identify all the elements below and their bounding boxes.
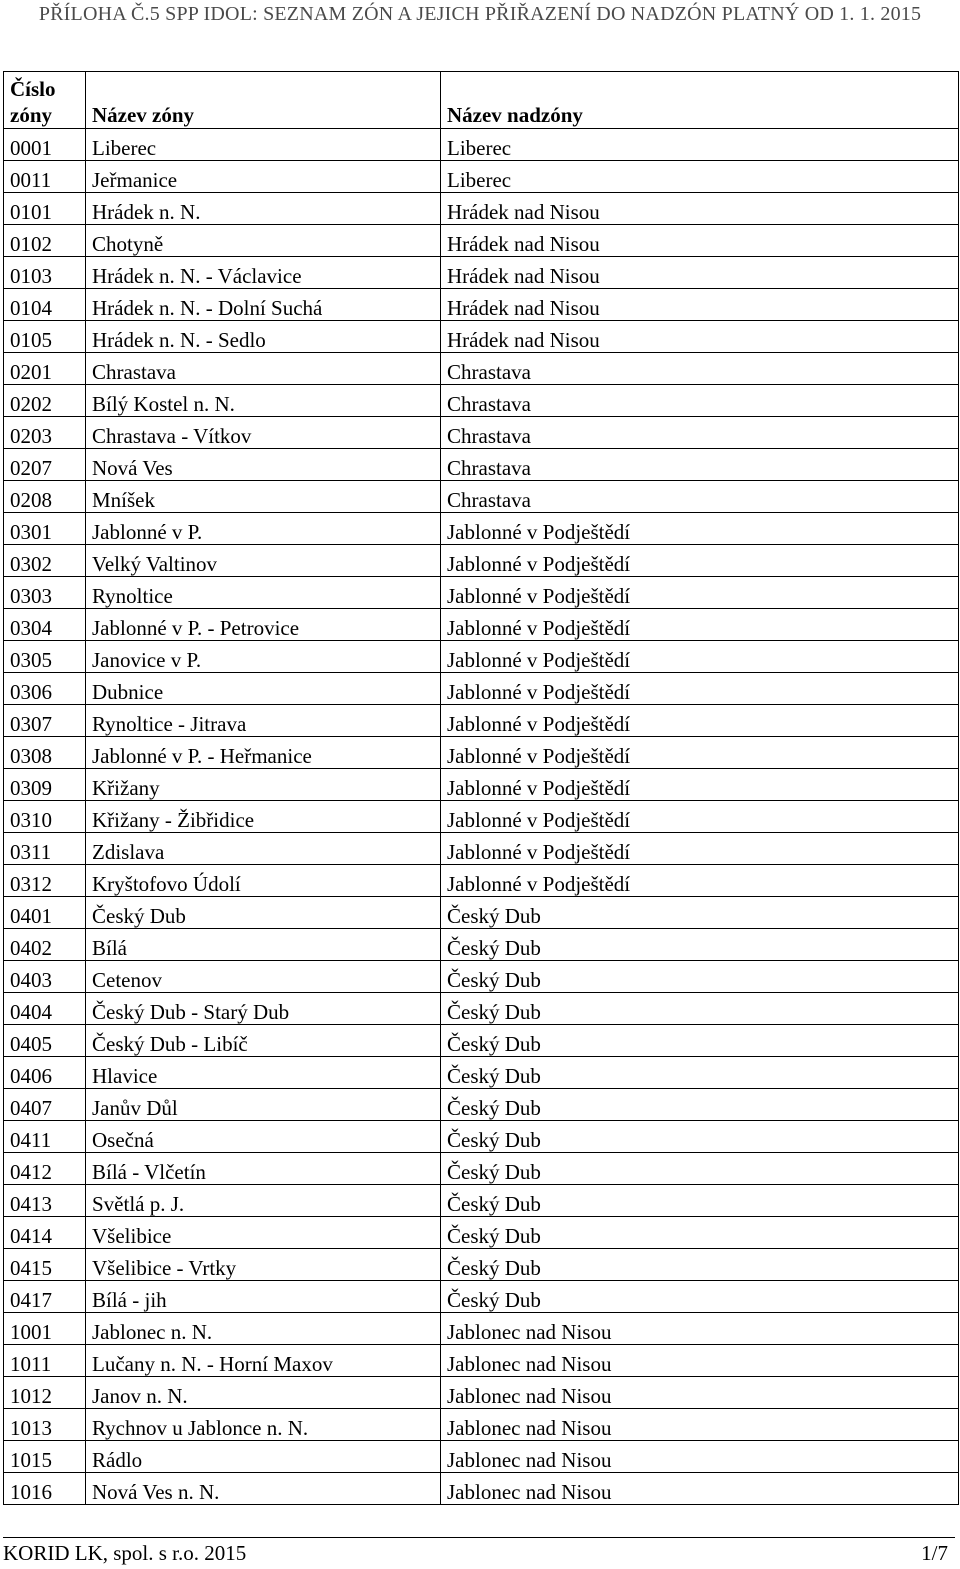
table-row xyxy=(4,577,959,609)
zone-name-cell: Světlá p. J. xyxy=(86,1185,441,1217)
parent-zone-cell: Jablonné v Podještědí xyxy=(441,577,959,609)
table-row xyxy=(4,801,959,833)
zone-number-cell: 1001 xyxy=(4,1313,86,1345)
table-row xyxy=(4,1185,959,1217)
table-row xyxy=(4,385,959,417)
parent-zone-cell: Český Dub xyxy=(441,961,959,993)
zone-name-cell: Janův Důl xyxy=(86,1089,441,1121)
zone-number-cell: 1011 xyxy=(4,1345,86,1377)
zone-name-cell: Zdislava xyxy=(86,833,441,865)
table-row xyxy=(4,1441,959,1473)
zone-name-cell: Janovice v P. xyxy=(86,641,441,673)
zone-name-cell: Rynoltice - Jitrava xyxy=(86,705,441,737)
table-row xyxy=(4,449,959,481)
table-row xyxy=(4,1217,959,1249)
parent-zone-cell: Český Dub xyxy=(441,1185,959,1217)
zone-number-cell: 0415 xyxy=(4,1249,86,1281)
zone-number-cell: 0305 xyxy=(4,641,86,673)
table-row xyxy=(4,929,959,961)
zone-number-cell: 0102 xyxy=(4,225,86,257)
table-header-row xyxy=(4,72,959,129)
zone-name-cell: Bílá - jih xyxy=(86,1281,441,1313)
table-row xyxy=(4,737,959,769)
table-row xyxy=(4,1345,959,1377)
zone-number-cell: 0302 xyxy=(4,545,86,577)
table-row xyxy=(4,865,959,897)
zone-name-cell: Jablonné v P. - Heřmanice xyxy=(86,737,441,769)
zone-number-cell: 0310 xyxy=(4,801,86,833)
zone-name-cell: Bílá xyxy=(86,929,441,961)
table-row xyxy=(4,1409,959,1441)
parent-zone-cell: Chrastava xyxy=(441,417,959,449)
zone-number-cell: 0202 xyxy=(4,385,86,417)
parent-zone-cell: Hrádek nad Nisou xyxy=(441,321,959,353)
parent-zone-cell: Český Dub xyxy=(441,929,959,961)
zone-table xyxy=(3,71,959,1505)
parent-zone-cell: Jablonné v Podještědí xyxy=(441,865,959,897)
zone-name-cell: Dubnice xyxy=(86,673,441,705)
zone-name-cell: Rádlo xyxy=(86,1441,441,1473)
zone-number-cell: 0207 xyxy=(4,449,86,481)
zone-number-cell: 1016 xyxy=(4,1473,86,1505)
parent-zone-cell: Český Dub xyxy=(441,1153,959,1185)
table-row xyxy=(4,1377,959,1409)
parent-zone-cell: Jablonné v Podještědí xyxy=(441,641,959,673)
zone-number-cell: 0412 xyxy=(4,1153,86,1185)
zone-name-cell: Křižany - Žibřidice xyxy=(86,801,441,833)
table-row xyxy=(4,1473,959,1505)
parent-zone-cell: Český Dub xyxy=(441,1057,959,1089)
table-row xyxy=(4,129,959,161)
column-header-zone-number: Číslo zóny xyxy=(4,72,86,129)
parent-zone-cell: Český Dub xyxy=(441,897,959,929)
table-row xyxy=(4,961,959,993)
table-row xyxy=(4,1281,959,1313)
zone-number-cell: 0208 xyxy=(4,481,86,513)
table-row xyxy=(4,225,959,257)
zone-name-cell: Chrastava xyxy=(86,353,441,385)
table-row xyxy=(4,545,959,577)
zone-number-cell: 0303 xyxy=(4,577,86,609)
page-header: PŘÍLOHA Č.5 SPP IDOL: SEZNAM ZÓN A JEJICH PŘIŘAZENÍ DO NADZÓN PLATNÝ OD 1. 1. 2015 xyxy=(38,3,922,25)
zone-name-cell: Bílá - Vlčetín xyxy=(86,1153,441,1185)
parent-zone-cell: Jablonné v Podještědí xyxy=(441,545,959,577)
zone-name-cell: Velký Valtinov xyxy=(86,545,441,577)
parent-zone-cell: Český Dub xyxy=(441,1217,959,1249)
parent-zone-cell: Jablonné v Podještědí xyxy=(441,737,959,769)
parent-zone-cell: Jablonné v Podještědí xyxy=(441,609,959,641)
zone-name-cell: Jablonec n. N. xyxy=(86,1313,441,1345)
parent-zone-cell: Jablonné v Podještědí xyxy=(441,513,959,545)
zone-number-cell: 0413 xyxy=(4,1185,86,1217)
column-header-zone-name: Název zóny xyxy=(86,72,441,129)
zone-number-cell: 0404 xyxy=(4,993,86,1025)
zone-number-cell: 1013 xyxy=(4,1409,86,1441)
zone-number-cell: 0311 xyxy=(4,833,86,865)
zone-number-cell: 0201 xyxy=(4,353,86,385)
parent-zone-cell: Hrádek nad Nisou xyxy=(441,225,959,257)
zone-name-cell: Lučany n. N. - Horní Maxov xyxy=(86,1345,441,1377)
parent-zone-cell: Hrádek nad Nisou xyxy=(441,289,959,321)
parent-zone-cell: Chrastava xyxy=(441,385,959,417)
table-row xyxy=(4,897,959,929)
table-row xyxy=(4,161,959,193)
zone-name-cell: Liberec xyxy=(86,129,441,161)
table-row xyxy=(4,1249,959,1281)
parent-zone-cell: Chrastava xyxy=(441,449,959,481)
zone-name-cell: Kryštofovo Údolí xyxy=(86,865,441,897)
table-row xyxy=(4,833,959,865)
table-row xyxy=(4,641,959,673)
parent-zone-cell: Český Dub xyxy=(441,1249,959,1281)
parent-zone-cell: Hrádek nad Nisou xyxy=(441,193,959,225)
zone-name-cell: Všelibice - Vrtky xyxy=(86,1249,441,1281)
zone-number-cell: 1012 xyxy=(4,1377,86,1409)
zone-number-cell: 0011 xyxy=(4,161,86,193)
table-row xyxy=(4,1313,959,1345)
zone-number-cell: 0312 xyxy=(4,865,86,897)
zone-name-cell: Hrádek n. N. xyxy=(86,193,441,225)
zone-number-cell: 0402 xyxy=(4,929,86,961)
column-header-parent-zone: Název nadzóny xyxy=(441,72,959,129)
zone-number-cell: 0306 xyxy=(4,673,86,705)
parent-zone-cell: Český Dub xyxy=(441,1025,959,1057)
zone-number-cell: 0407 xyxy=(4,1089,86,1121)
zone-name-cell: Jablonné v P. xyxy=(86,513,441,545)
zone-name-cell: Chrastava - Vítkov xyxy=(86,417,441,449)
zone-number-cell: 0401 xyxy=(4,897,86,929)
zone-name-cell: Jablonné v P. - Petrovice xyxy=(86,609,441,641)
table-row xyxy=(4,289,959,321)
zone-name-cell: Janov n. N. xyxy=(86,1377,441,1409)
zone-number-cell: 0304 xyxy=(4,609,86,641)
parent-zone-cell: Chrastava xyxy=(441,481,959,513)
parent-zone-cell: Jablonec nad Nisou xyxy=(441,1473,959,1505)
zone-name-cell: Český Dub - Libíč xyxy=(86,1025,441,1057)
table-row xyxy=(4,513,959,545)
table-row xyxy=(4,609,959,641)
table-body xyxy=(4,129,959,1505)
table-row xyxy=(4,321,959,353)
zone-number-cell: 0411 xyxy=(4,1121,86,1153)
zone-number-cell: 0414 xyxy=(4,1217,86,1249)
zone-name-cell: Hrádek n. N. - Dolní Suchá xyxy=(86,289,441,321)
table-row xyxy=(4,705,959,737)
page-number: 1/7 xyxy=(921,1541,948,1565)
table-row xyxy=(4,353,959,385)
zone-name-cell: Bílý Kostel n. N. xyxy=(86,385,441,417)
zone-name-cell: Hlavice xyxy=(86,1057,441,1089)
parent-zone-cell: Český Dub xyxy=(441,1121,959,1153)
zone-number-cell: 0309 xyxy=(4,769,86,801)
zone-number-cell: 0307 xyxy=(4,705,86,737)
parent-zone-cell: Jablonné v Podještědí xyxy=(441,833,959,865)
parent-zone-cell: Jablonec nad Nisou xyxy=(441,1313,959,1345)
table-row xyxy=(4,193,959,225)
table-row xyxy=(4,1025,959,1057)
parent-zone-cell: Hrádek nad Nisou xyxy=(441,257,959,289)
zone-name-cell: Jeřmanice xyxy=(86,161,441,193)
parent-zone-cell: Jablonec nad Nisou xyxy=(441,1441,959,1473)
parent-zone-cell: Český Dub xyxy=(441,1089,959,1121)
zone-number-cell: 0001 xyxy=(4,129,86,161)
zone-name-cell: Hrádek n. N. - Sedlo xyxy=(86,321,441,353)
table-row xyxy=(4,993,959,1025)
zone-name-cell: Křižany xyxy=(86,769,441,801)
zone-number-cell: 0403 xyxy=(4,961,86,993)
zone-number-cell: 0101 xyxy=(4,193,86,225)
zone-number-cell: 0405 xyxy=(4,1025,86,1057)
parent-zone-cell: Jablonec nad Nisou xyxy=(441,1377,959,1409)
parent-zone-cell: Jablonec nad Nisou xyxy=(441,1345,959,1377)
table-row xyxy=(4,257,959,289)
zone-name-cell: Všelibice xyxy=(86,1217,441,1249)
zone-name-cell: Osečná xyxy=(86,1121,441,1153)
footer-divider xyxy=(3,1537,955,1538)
zone-name-cell: Cetenov xyxy=(86,961,441,993)
parent-zone-cell: Jablonné v Podještědí xyxy=(441,801,959,833)
parent-zone-cell: Český Dub xyxy=(441,1281,959,1313)
zone-name-cell: Nová Ves xyxy=(86,449,441,481)
zone-number-cell: 0406 xyxy=(4,1057,86,1089)
zone-name-cell: Chotyně xyxy=(86,225,441,257)
zone-number-cell: 0308 xyxy=(4,737,86,769)
table-row xyxy=(4,481,959,513)
parent-zone-cell: Jablonec nad Nisou xyxy=(441,1409,959,1441)
parent-zone-cell: Chrastava xyxy=(441,353,959,385)
table-row xyxy=(4,1057,959,1089)
table-row xyxy=(4,673,959,705)
parent-zone-cell: Český Dub xyxy=(441,993,959,1025)
parent-zone-cell: Jablonné v Podještědí xyxy=(441,705,959,737)
zone-number-cell: 0203 xyxy=(4,417,86,449)
zone-number-cell: 0301 xyxy=(4,513,86,545)
table-row xyxy=(4,769,959,801)
footer-company: KORID LK, spol. s r.o. 2015 xyxy=(3,1541,247,1565)
zone-name-cell: Rychnov u Jablonce n. N. xyxy=(86,1409,441,1441)
parent-zone-cell: Jablonné v Podještědí xyxy=(441,769,959,801)
table-row xyxy=(4,1153,959,1185)
zone-number-cell: 0103 xyxy=(4,257,86,289)
zone-number-cell: 0417 xyxy=(4,1281,86,1313)
zone-number-cell: 0105 xyxy=(4,321,86,353)
zone-name-cell: Český Dub - Starý Dub xyxy=(86,993,441,1025)
parent-zone-cell: Jablonné v Podještědí xyxy=(441,673,959,705)
zone-name-cell: Hrádek n. N. - Václavice xyxy=(86,257,441,289)
table-row xyxy=(4,1121,959,1153)
zone-name-cell: Nová Ves n. N. xyxy=(86,1473,441,1505)
zone-number-cell: 1015 xyxy=(4,1441,86,1473)
zone-name-cell: Český Dub xyxy=(86,897,441,929)
zone-name-cell: Rynoltice xyxy=(86,577,441,609)
parent-zone-cell: Liberec xyxy=(441,129,959,161)
table-row xyxy=(4,417,959,449)
zone-name-cell: Mníšek xyxy=(86,481,441,513)
table-row xyxy=(4,1089,959,1121)
parent-zone-cell: Liberec xyxy=(441,161,959,193)
zone-number-cell: 0104 xyxy=(4,289,86,321)
